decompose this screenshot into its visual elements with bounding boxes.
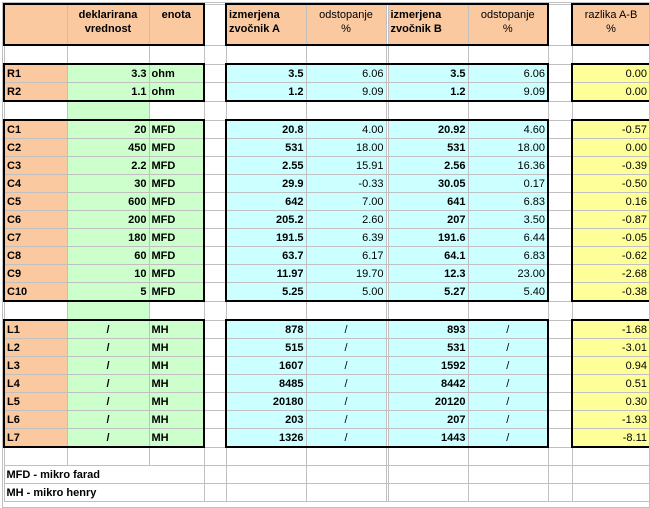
difference-cell[interactable]: -1.93 bbox=[572, 411, 650, 429]
difference-cell[interactable]: 0.00 bbox=[572, 83, 650, 102]
measured-b-cell[interactable]: 8442 bbox=[388, 375, 468, 393]
empty-cell[interactable] bbox=[149, 45, 204, 64]
table-row bbox=[4, 283, 650, 302]
deviation-a-cell[interactable]: 6.39 bbox=[306, 229, 386, 247]
header-line-1: izmerjena bbox=[390, 9, 442, 21]
gap-cell[interactable] bbox=[204, 265, 226, 283]
measured-a-cell[interactable]: 3.5 bbox=[226, 64, 306, 83]
measured-a-cell[interactable]: 878 bbox=[226, 320, 306, 339]
gap-cell[interactable] bbox=[204, 229, 226, 247]
empty-cell[interactable] bbox=[468, 101, 548, 120]
empty-cell[interactable] bbox=[388, 447, 468, 466]
deviation-b-cell[interactable]: / bbox=[468, 339, 548, 357]
empty-cell[interactable] bbox=[226, 101, 306, 120]
deviation-b-cell[interactable]: / bbox=[468, 411, 548, 429]
empty-cell[interactable] bbox=[204, 447, 226, 466]
declared-value-cell[interactable]: 3.3 bbox=[67, 64, 149, 83]
difference-cell[interactable]: 0.94 bbox=[572, 357, 650, 375]
difference-cell[interactable]: 0.00 bbox=[572, 64, 650, 83]
deviation-b-cell[interactable]: 3.50 bbox=[468, 211, 548, 229]
measured-a-cell[interactable]: 20180 bbox=[226, 393, 306, 411]
unit-cell[interactable]: MFD bbox=[149, 139, 204, 157]
deviation-b-cell[interactable]: / bbox=[468, 320, 548, 339]
empty-cell[interactable] bbox=[548, 484, 572, 502]
table-row bbox=[4, 357, 650, 375]
difference-cell[interactable]: -2.68 bbox=[572, 265, 650, 283]
measured-b-cell[interactable]: 641 bbox=[388, 193, 468, 211]
measured-b-cell[interactable]: 893 bbox=[388, 320, 468, 339]
table-row bbox=[4, 393, 650, 411]
header-label-cell[interactable] bbox=[4, 4, 67, 45]
empty-cell[interactable] bbox=[468, 301, 548, 320]
deviation-b-cell[interactable]: 6.83 bbox=[468, 193, 548, 211]
table-row bbox=[4, 429, 650, 448]
header-line-1: odstopanje bbox=[319, 9, 373, 21]
gap-cell[interactable] bbox=[204, 120, 226, 139]
table-row bbox=[4, 229, 650, 247]
empty-cell[interactable] bbox=[67, 45, 149, 64]
deviation-a-cell[interactable]: / bbox=[306, 393, 386, 411]
empty-cell[interactable] bbox=[388, 301, 468, 320]
empty-cell[interactable] bbox=[572, 484, 650, 502]
deviation-b-cell[interactable]: 6.44 bbox=[468, 229, 548, 247]
empty-cell[interactable] bbox=[468, 447, 548, 466]
unit-cell[interactable]: MFD bbox=[149, 229, 204, 247]
gap-cell[interactable] bbox=[548, 229, 572, 247]
row-label-cell[interactable]: C7 bbox=[4, 229, 67, 247]
deviation-b-cell[interactable]: / bbox=[468, 375, 548, 393]
empty-cell[interactable] bbox=[548, 45, 572, 64]
deviation-a-cell[interactable]: 2.60 bbox=[306, 211, 386, 229]
blank-row bbox=[4, 447, 650, 466]
empty-cell[interactable] bbox=[226, 447, 306, 466]
measured-b-cell[interactable]: 191.6 bbox=[388, 229, 468, 247]
measured-b-cell[interactable]: 1592 bbox=[388, 357, 468, 375]
row-label-cell[interactable]: L7 bbox=[4, 429, 67, 448]
table-row bbox=[4, 175, 650, 193]
unit-cell[interactable]: MFD bbox=[149, 120, 204, 139]
header-measured-b[interactable] bbox=[388, 4, 468, 45]
deviation-a-cell[interactable]: / bbox=[306, 320, 386, 339]
deviation-b-cell[interactable]: 9.09 bbox=[468, 83, 548, 102]
header-measured-a[interactable] bbox=[226, 4, 306, 45]
measured-b-cell[interactable]: 1.2 bbox=[388, 83, 468, 102]
table-row bbox=[4, 375, 650, 393]
deviation-b-cell[interactable]: 6.83 bbox=[468, 247, 548, 265]
gap-cell[interactable] bbox=[548, 339, 572, 357]
declared-value-cell[interactable]: 180 bbox=[67, 229, 149, 247]
row-label-cell[interactable]: C6 bbox=[4, 211, 67, 229]
deviation-b-cell[interactable]: 4.60 bbox=[468, 120, 548, 139]
empty-cell[interactable] bbox=[572, 101, 650, 120]
empty-cell[interactable] bbox=[4, 101, 67, 120]
table-row bbox=[4, 193, 650, 211]
gap-cell[interactable] bbox=[548, 139, 572, 157]
gap-cell[interactable] bbox=[204, 375, 226, 393]
gap-cell[interactable] bbox=[204, 64, 226, 83]
deviation-b-cell[interactable]: 18.00 bbox=[468, 139, 548, 157]
header-line-1: razlika A-B bbox=[584, 9, 638, 21]
legend-row bbox=[4, 484, 650, 502]
gap-cell[interactable] bbox=[548, 429, 572, 448]
declared-value-cell[interactable]: / bbox=[67, 375, 149, 393]
measured-b-cell[interactable]: 30.05 bbox=[388, 175, 468, 193]
gap-cell[interactable] bbox=[204, 357, 226, 375]
unit-cell[interactable]: MH bbox=[149, 375, 204, 393]
empty-cell[interactable] bbox=[572, 447, 650, 466]
gap-cell[interactable] bbox=[548, 157, 572, 175]
table-row bbox=[4, 83, 650, 102]
unit-cell[interactable]: MFD bbox=[149, 211, 204, 229]
gap-cell[interactable] bbox=[204, 283, 226, 302]
difference-cell[interactable]: 0.51 bbox=[572, 375, 650, 393]
measured-b-cell[interactable]: 531 bbox=[388, 139, 468, 157]
gap-cell[interactable] bbox=[548, 120, 572, 139]
empty-cell[interactable] bbox=[388, 466, 468, 484]
empty-cell[interactable] bbox=[4, 301, 67, 320]
unit-cell[interactable]: MFD bbox=[149, 283, 204, 302]
empty-cell[interactable] bbox=[149, 301, 204, 320]
gap-cell[interactable] bbox=[548, 211, 572, 229]
measured-a-cell[interactable]: 642 bbox=[226, 193, 306, 211]
empty-cell[interactable] bbox=[306, 484, 386, 502]
row-label-cell[interactable]: L2 bbox=[4, 339, 67, 357]
empty-cell[interactable] bbox=[226, 466, 306, 484]
empty-cell[interactable] bbox=[149, 447, 204, 466]
measured-b-cell[interactable]: 207 bbox=[388, 211, 468, 229]
deviation-b-cell[interactable]: / bbox=[468, 429, 548, 448]
empty-cell[interactable] bbox=[468, 45, 548, 64]
table-row bbox=[4, 339, 650, 357]
difference-cell[interactable]: -8.11 bbox=[572, 429, 650, 448]
empty-cell[interactable] bbox=[388, 101, 468, 120]
measured-a-cell[interactable]: 11.97 bbox=[226, 265, 306, 283]
difference-cell[interactable]: -0.57 bbox=[572, 120, 650, 139]
declared-value-cell[interactable]: 200 bbox=[67, 211, 149, 229]
deviation-a-cell[interactable]: 7.00 bbox=[306, 193, 386, 211]
header-declared[interactable] bbox=[67, 4, 149, 45]
measured-b-cell[interactable]: 207 bbox=[388, 411, 468, 429]
declared-value-cell[interactable]: 20 bbox=[67, 120, 149, 139]
row-label-cell[interactable]: L1 bbox=[4, 320, 67, 339]
measured-a-cell[interactable]: 8485 bbox=[226, 375, 306, 393]
empty-cell[interactable] bbox=[572, 45, 650, 64]
declared-value-cell[interactable]: / bbox=[67, 411, 149, 429]
empty-cell[interactable] bbox=[306, 301, 386, 320]
deviation-a-cell[interactable]: / bbox=[306, 357, 386, 375]
table-row bbox=[4, 120, 650, 139]
measured-b-cell[interactable]: 20.92 bbox=[388, 120, 468, 139]
difference-cell[interactable]: -0.39 bbox=[572, 157, 650, 175]
row-label-cell[interactable]: C10 bbox=[4, 283, 67, 302]
difference-cell[interactable]: 0.16 bbox=[572, 193, 650, 211]
empty-cell[interactable] bbox=[4, 447, 67, 466]
empty-cell[interactable] bbox=[306, 447, 386, 466]
declared-value-cell[interactable]: 60 bbox=[67, 247, 149, 265]
empty-cell[interactable] bbox=[204, 301, 226, 320]
gap-cell[interactable] bbox=[204, 247, 226, 265]
deviation-a-cell[interactable]: / bbox=[306, 411, 386, 429]
measured-b-cell[interactable]: 12.3 bbox=[388, 265, 468, 283]
table-row bbox=[4, 64, 650, 83]
declared-value-cell[interactable]: 5 bbox=[67, 283, 149, 302]
empty-cell[interactable] bbox=[67, 101, 149, 120]
header-deviation-a[interactable] bbox=[306, 4, 386, 45]
header-line-2: % bbox=[606, 23, 616, 35]
empty-cell[interactable] bbox=[572, 466, 650, 484]
row-label-cell[interactable]: L4 bbox=[4, 375, 67, 393]
gap-cell[interactable] bbox=[204, 411, 226, 429]
declared-value-cell[interactable]: 600 bbox=[67, 193, 149, 211]
header-line-2: % bbox=[502, 23, 513, 35]
blank-row bbox=[4, 301, 650, 320]
measured-b-cell[interactable]: 5.27 bbox=[388, 283, 468, 302]
measured-a-cell[interactable]: 531 bbox=[226, 139, 306, 157]
gap-cell[interactable] bbox=[548, 320, 572, 339]
gap-cell[interactable] bbox=[548, 83, 572, 102]
deviation-b-cell[interactable]: 23.00 bbox=[468, 265, 548, 283]
gap-cell[interactable] bbox=[548, 175, 572, 193]
gap-cell[interactable] bbox=[548, 64, 572, 83]
empty-cell[interactable] bbox=[388, 484, 468, 502]
blank-row bbox=[4, 45, 650, 64]
measured-a-cell[interactable]: 1326 bbox=[226, 429, 306, 448]
gap-cell[interactable] bbox=[548, 193, 572, 211]
empty-cell[interactable] bbox=[468, 466, 548, 484]
unit-cell[interactable]: MFD bbox=[149, 175, 204, 193]
empty-cell[interactable] bbox=[4, 45, 67, 64]
measured-a-cell[interactable]: 1.2 bbox=[226, 83, 306, 102]
deviation-a-cell[interactable]: / bbox=[306, 375, 386, 393]
difference-cell[interactable]: -0.50 bbox=[572, 175, 650, 193]
gap-cell[interactable] bbox=[204, 429, 226, 448]
row-label-cell[interactable]: C2 bbox=[4, 139, 67, 157]
empty-cell[interactable] bbox=[468, 484, 548, 502]
gap-cell[interactable] bbox=[204, 193, 226, 211]
deviation-a-cell[interactable]: 6.06 bbox=[306, 64, 386, 83]
declared-value-cell[interactable]: 10 bbox=[67, 265, 149, 283]
deviation-a-cell[interactable]: 4.00 bbox=[306, 120, 386, 139]
row-label-cell[interactable]: L5 bbox=[4, 393, 67, 411]
declared-value-cell[interactable]: / bbox=[67, 393, 149, 411]
gap-cell[interactable] bbox=[204, 157, 226, 175]
header-line-1: deklarirana bbox=[78, 9, 138, 21]
row-label-cell[interactable]: C3 bbox=[4, 157, 67, 175]
deviation-a-cell[interactable]: -0.33 bbox=[306, 175, 386, 193]
row-label-cell[interactable]: L3 bbox=[4, 357, 67, 375]
header-line-2: vrednost bbox=[84, 23, 132, 35]
measured-a-cell[interactable]: 203 bbox=[226, 411, 306, 429]
unit-cell[interactable]: MFD bbox=[149, 157, 204, 175]
header-unit[interactable]: enota bbox=[149, 4, 204, 45]
difference-cell[interactable]: 0.00 bbox=[572, 139, 650, 157]
measured-a-cell[interactable]: 29.9 bbox=[226, 175, 306, 193]
blank-row bbox=[4, 101, 650, 120]
gap-cell[interactable] bbox=[548, 375, 572, 393]
empty-cell[interactable] bbox=[572, 301, 650, 320]
gap-cell[interactable] bbox=[548, 393, 572, 411]
deviation-b-cell[interactable]: / bbox=[468, 393, 548, 411]
difference-cell[interactable]: -0.05 bbox=[572, 229, 650, 247]
gap-cell[interactable] bbox=[204, 393, 226, 411]
difference-cell[interactable]: -0.62 bbox=[572, 247, 650, 265]
gap-cell[interactable] bbox=[204, 175, 226, 193]
gap-cell[interactable] bbox=[204, 211, 226, 229]
deviation-b-cell[interactable]: 5.40 bbox=[468, 283, 548, 302]
empty-cell[interactable] bbox=[204, 45, 226, 64]
unit-cell[interactable]: MH bbox=[149, 411, 204, 429]
deviation-a-cell[interactable]: 18.00 bbox=[306, 139, 386, 157]
measured-a-cell[interactable]: 2.55 bbox=[226, 157, 306, 175]
deviation-a-cell[interactable]: 19.70 bbox=[306, 265, 386, 283]
difference-cell[interactable]: -3.01 bbox=[572, 339, 650, 357]
row-label-cell[interactable]: C1 bbox=[4, 120, 67, 139]
declared-value-cell[interactable]: / bbox=[67, 357, 149, 375]
declared-value-cell[interactable]: / bbox=[67, 339, 149, 357]
measured-a-cell[interactable]: 5.25 bbox=[226, 283, 306, 302]
row-label-cell[interactable]: R2 bbox=[4, 83, 67, 102]
table-row bbox=[4, 247, 650, 265]
row-label-cell[interactable]: C8 bbox=[4, 247, 67, 265]
table-row bbox=[4, 157, 650, 175]
row-label-cell[interactable]: R1 bbox=[4, 64, 67, 83]
declared-value-cell[interactable]: / bbox=[67, 429, 149, 448]
gap-cell[interactable] bbox=[548, 357, 572, 375]
measured-a-cell[interactable]: 1607 bbox=[226, 357, 306, 375]
declared-value-cell[interactable]: 450 bbox=[67, 139, 149, 157]
measured-b-cell[interactable]: 20120 bbox=[388, 393, 468, 411]
empty-cell[interactable] bbox=[548, 301, 572, 320]
unit-cell[interactable]: ohm bbox=[149, 64, 204, 83]
header-line-2: zvočnik A bbox=[229, 23, 280, 35]
deviation-a-cell[interactable]: 5.00 bbox=[306, 283, 386, 302]
measured-a-cell[interactable]: 191.5 bbox=[226, 229, 306, 247]
header-deviation-b[interactable] bbox=[468, 4, 548, 45]
empty-cell[interactable] bbox=[548, 466, 572, 484]
header-line-2: % bbox=[341, 23, 351, 35]
declared-value-cell[interactable]: 2.2 bbox=[67, 157, 149, 175]
declared-value-cell[interactable]: 1.1 bbox=[67, 83, 149, 102]
empty-cell[interactable] bbox=[306, 466, 386, 484]
unit-cell[interactable]: MH bbox=[149, 393, 204, 411]
measured-b-cell[interactable]: 531 bbox=[388, 339, 468, 357]
unit-cell[interactable]: ohm bbox=[149, 83, 204, 102]
empty-cell[interactable] bbox=[204, 484, 226, 502]
declared-value-cell[interactable]: / bbox=[67, 320, 149, 339]
empty-cell[interactable] bbox=[306, 45, 386, 64]
legend-text[interactable]: MH - mikro henry bbox=[4, 484, 204, 502]
empty-cell[interactable] bbox=[67, 447, 149, 466]
row-label-cell[interactable]: C5 bbox=[4, 193, 67, 211]
row-label-cell[interactable]: C4 bbox=[4, 175, 67, 193]
deviation-a-cell[interactable]: / bbox=[306, 339, 386, 357]
gap-cell bbox=[548, 4, 572, 45]
unit-cell[interactable]: MFD bbox=[149, 193, 204, 211]
measured-b-cell[interactable]: 2.56 bbox=[388, 157, 468, 175]
unit-cell[interactable]: MFD bbox=[149, 247, 204, 265]
declared-value-cell[interactable]: 30 bbox=[67, 175, 149, 193]
empty-cell[interactable] bbox=[548, 447, 572, 466]
gap-cell[interactable] bbox=[204, 83, 226, 102]
table-row bbox=[4, 265, 650, 283]
empty-cell[interactable] bbox=[204, 466, 226, 484]
table-row bbox=[4, 411, 650, 429]
empty-cell[interactable] bbox=[548, 101, 572, 120]
deviation-a-cell[interactable]: 15.91 bbox=[306, 157, 386, 175]
gap-cell[interactable] bbox=[548, 265, 572, 283]
deviation-b-cell[interactable]: 0.17 bbox=[468, 175, 548, 193]
empty-cell[interactable] bbox=[149, 101, 204, 120]
difference-cell[interactable]: 0.30 bbox=[572, 393, 650, 411]
measured-a-cell[interactable]: 515 bbox=[226, 339, 306, 357]
table-row bbox=[4, 320, 650, 339]
row-label-cell[interactable]: C9 bbox=[4, 265, 67, 283]
measured-b-cell[interactable]: 1443 bbox=[388, 429, 468, 448]
gap-cell[interactable] bbox=[204, 139, 226, 157]
measured-b-cell[interactable]: 3.5 bbox=[388, 64, 468, 83]
measured-a-cell[interactable]: 205.2 bbox=[226, 211, 306, 229]
unit-cell[interactable]: MH bbox=[149, 357, 204, 375]
empty-cell[interactable] bbox=[306, 101, 386, 120]
unit-cell[interactable]: MH bbox=[149, 429, 204, 448]
unit-cell[interactable]: MH bbox=[149, 339, 204, 357]
empty-cell[interactable] bbox=[388, 45, 468, 64]
empty-cell[interactable] bbox=[226, 484, 306, 502]
measurement-table bbox=[3, 3, 650, 502]
empty-cell[interactable] bbox=[226, 301, 306, 320]
gap-cell[interactable] bbox=[548, 283, 572, 302]
header-line-2: zvočnik B bbox=[390, 23, 442, 35]
header-difference[interactable] bbox=[572, 4, 650, 45]
empty-cell[interactable] bbox=[67, 301, 149, 320]
gap-cell[interactable] bbox=[548, 247, 572, 265]
table-row bbox=[4, 211, 650, 229]
measured-a-cell[interactable]: 63.7 bbox=[226, 247, 306, 265]
unit-cell[interactable]: MFD bbox=[149, 265, 204, 283]
measured-a-cell[interactable]: 20.8 bbox=[226, 120, 306, 139]
measured-b-cell[interactable]: 64.1 bbox=[388, 247, 468, 265]
gap-cell[interactable] bbox=[204, 320, 226, 339]
row-label-cell[interactable]: L6 bbox=[4, 411, 67, 429]
empty-cell[interactable] bbox=[226, 45, 306, 64]
deviation-a-cell[interactable]: 6.17 bbox=[306, 247, 386, 265]
gap-cell[interactable] bbox=[204, 339, 226, 357]
legend-row bbox=[4, 466, 650, 484]
spreadsheet bbox=[2, 2, 650, 508]
deviation-a-cell[interactable]: 9.09 bbox=[306, 83, 386, 102]
table-row bbox=[4, 139, 650, 157]
difference-cell[interactable]: -0.87 bbox=[572, 211, 650, 229]
header-line-1: odstopanje bbox=[480, 9, 535, 21]
unit-cell[interactable]: MH bbox=[149, 320, 204, 339]
deviation-b-cell[interactable]: 16.36 bbox=[468, 157, 548, 175]
gap-cell bbox=[204, 4, 226, 45]
difference-cell[interactable]: -1.68 bbox=[572, 320, 650, 339]
deviation-a-cell[interactable]: / bbox=[306, 429, 386, 448]
header-row bbox=[4, 4, 650, 45]
legend-text[interactable]: MFD - mikro farad bbox=[4, 466, 204, 484]
deviation-b-cell[interactable]: 6.06 bbox=[468, 64, 548, 83]
header-line-1: izmerjena bbox=[229, 9, 280, 21]
deviation-b-cell[interactable]: / bbox=[468, 357, 548, 375]
difference-cell[interactable]: -0.38 bbox=[572, 283, 650, 302]
empty-cell[interactable] bbox=[204, 101, 226, 120]
gap-cell[interactable] bbox=[548, 411, 572, 429]
